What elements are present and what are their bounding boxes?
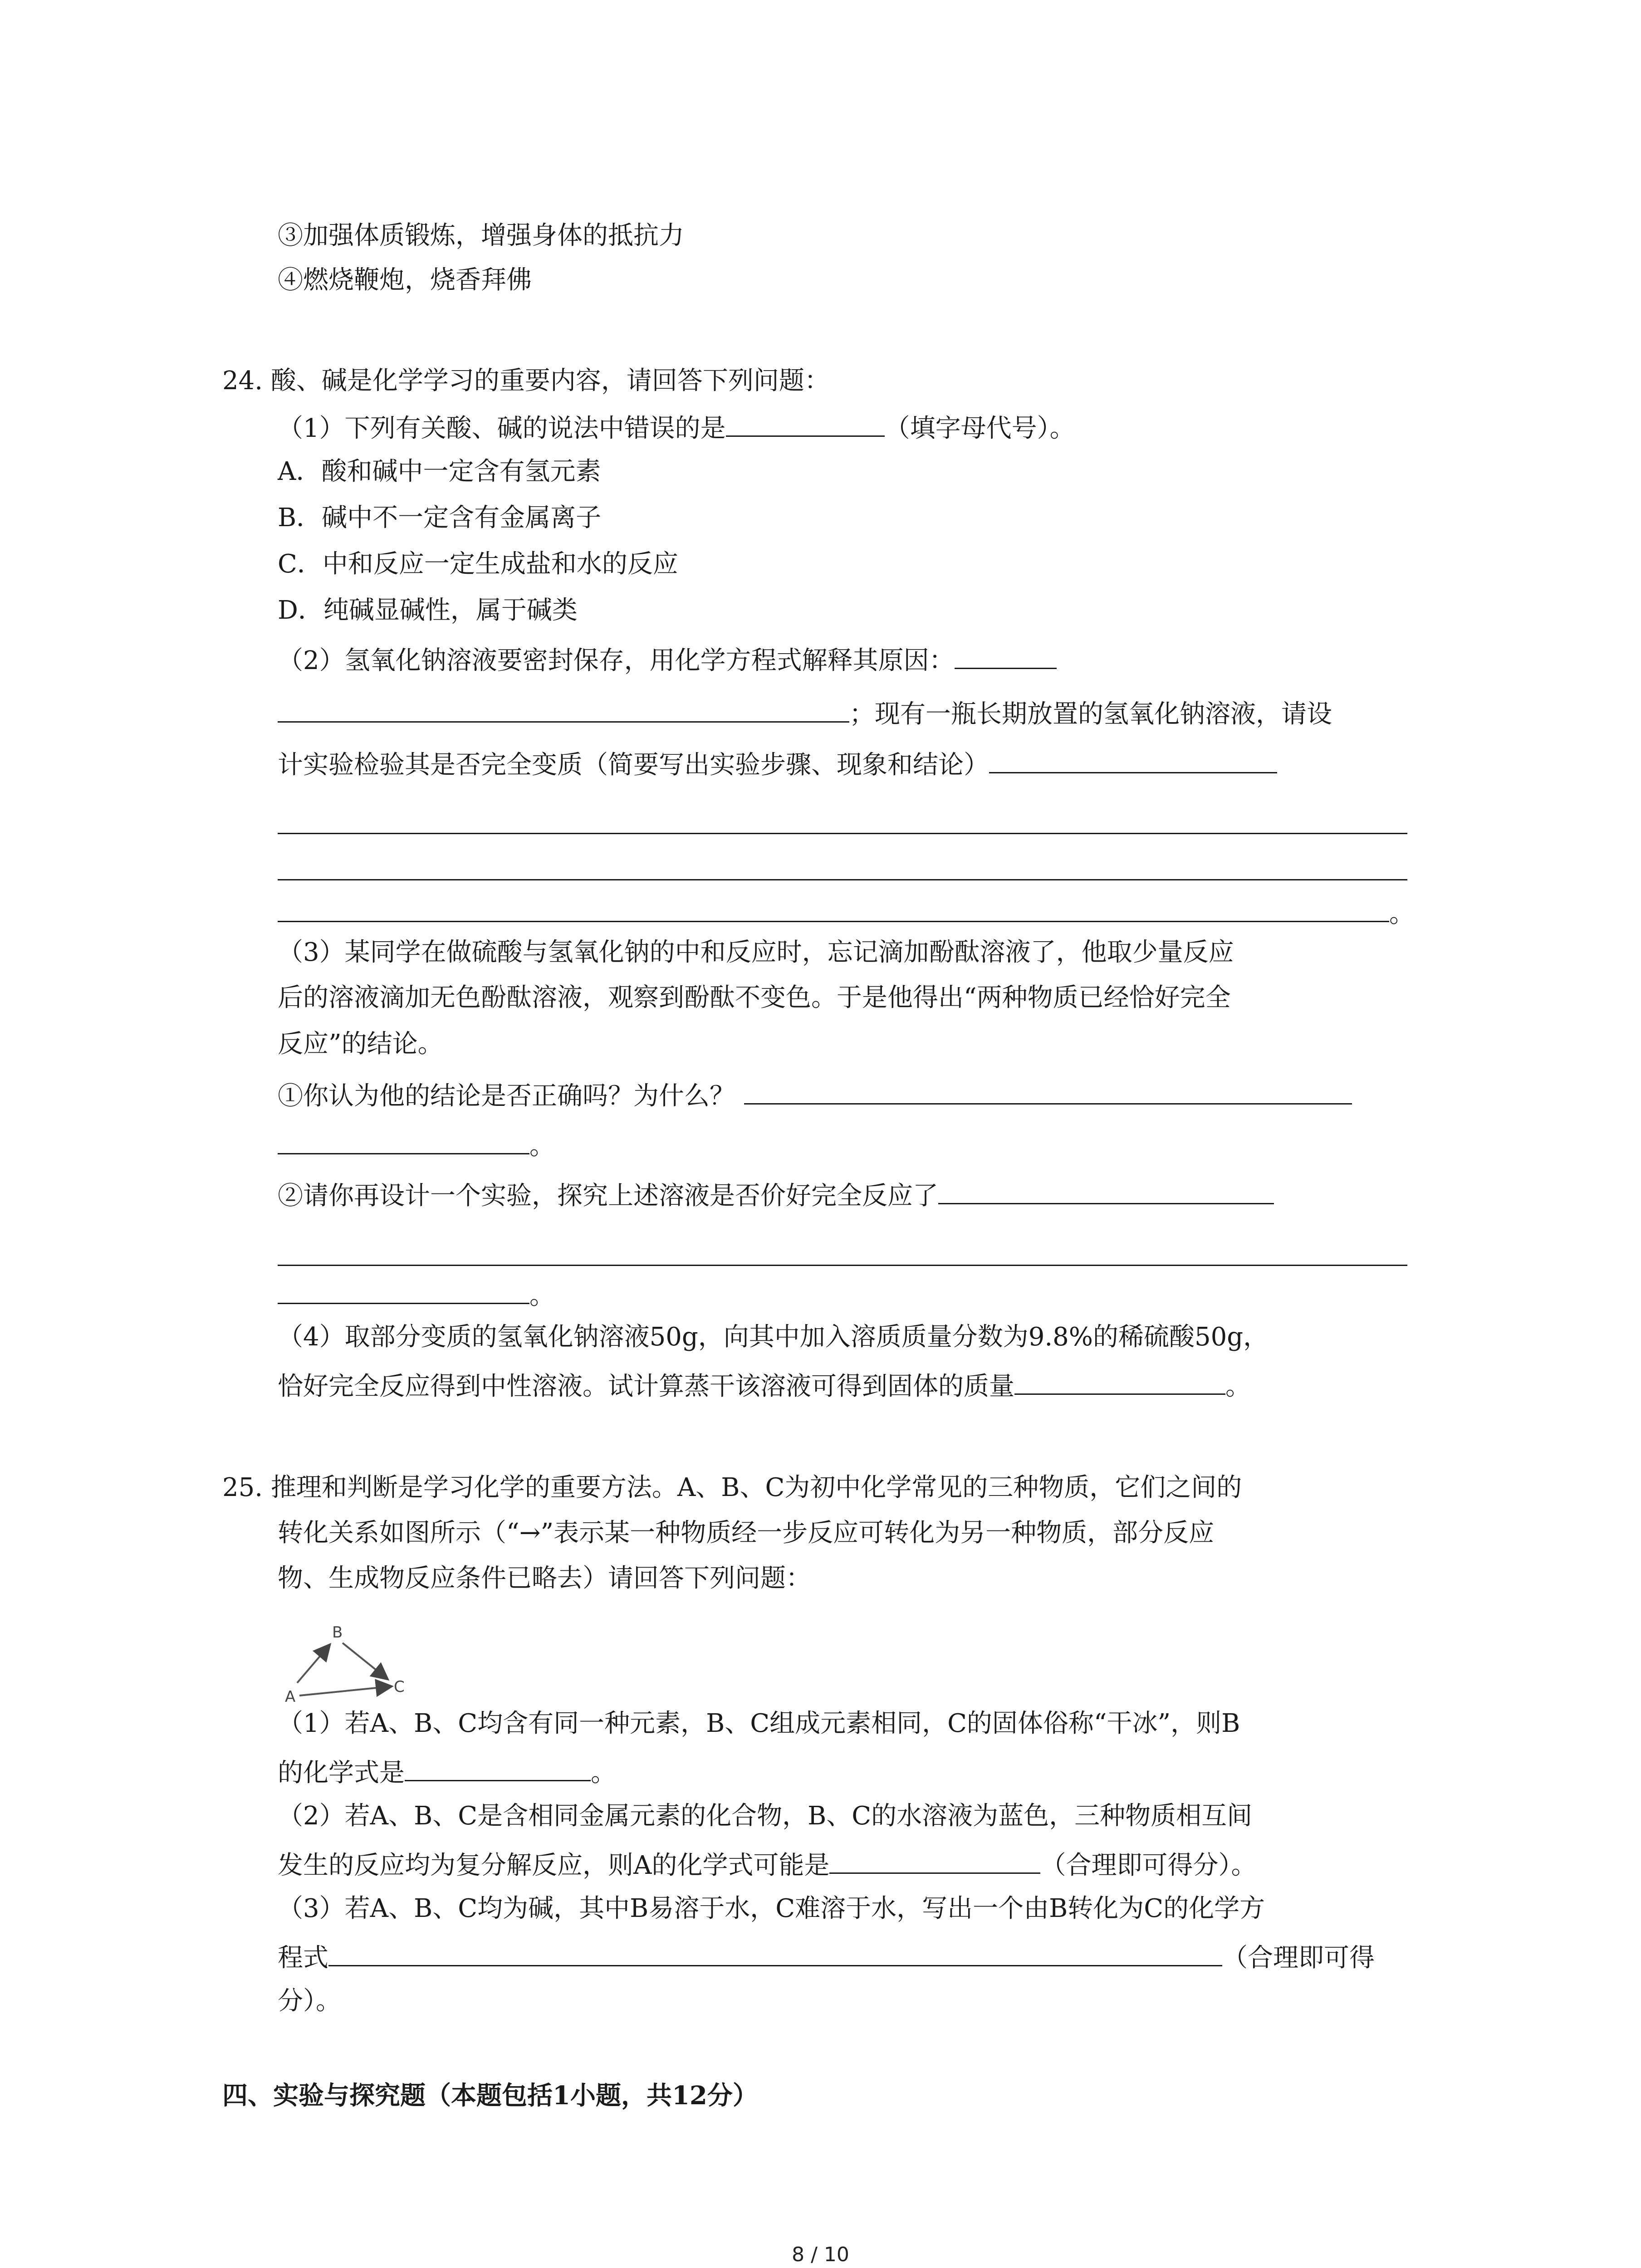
q24-part3-line2: 后的溶液滴加无色酚酞溶液，观察到酚酞不变色。于是他得出“两种物质已经恰好完全 — [278, 983, 1231, 1012]
q24-part3-q2 — [278, 1175, 1274, 1214]
q25-stem-line3: 物、生成物反应条件已略去）请回答下列问题： — [278, 1564, 811, 1593]
q24-part3-q2-period: 。 — [529, 1281, 555, 1310]
q24-part3-q2-text: ②请你再设计一个实验，探究上述溶液是否价好完全反应了 — [278, 1181, 938, 1211]
q24-part2-blank-4[interactable] — [278, 893, 1389, 922]
diagram-node-b: B — [332, 1623, 343, 1642]
q24-option-b: B．碱中不一定含有金属离子 — [278, 503, 602, 533]
q25-part1-blank[interactable] — [405, 1752, 591, 1781]
q24-part3-q1-blank-2[interactable] — [278, 1125, 529, 1154]
q25-part3-blank[interactable] — [328, 1937, 1222, 1966]
q24-part2-line2-text: ；现有一瓶长期放置的氢氧化钠溶液，请设 — [849, 699, 1332, 729]
q24-part2-answer-line-2[interactable] — [278, 879, 1407, 880]
q24-part1-answer-blank[interactable] — [726, 407, 885, 437]
q24-part2-blank-1[interactable] — [955, 640, 1057, 669]
q24-part3-q1-period: 。 — [529, 1131, 555, 1161]
q24-part2-line3-text: 计实验检验其是否完全变质（简要写出实验步骤、现象和结论） — [278, 750, 989, 780]
q25-part3-line2 — [278, 1937, 1375, 1976]
q24-part4-period: 。 — [1225, 1372, 1251, 1401]
q24-part2-blank-2[interactable] — [278, 693, 849, 723]
q24-part3-line3: 反应”的结论。 — [278, 1029, 443, 1059]
section4-heading: 四、实验与探究题（本题包括1小题，共12分） — [222, 2081, 758, 2111]
q24-part3-q1-cont — [278, 1125, 555, 1164]
q23-option-4: ④燃烧鞭炮，烧香拜佛 — [278, 265, 532, 295]
q25-part3-suffix: （合理即可得 — [1222, 1943, 1375, 1973]
q24-part1-prefix: （1）下列有关酸、碱的说法中错误的是 — [278, 414, 726, 443]
q25-conversion-diagram — [281, 1619, 417, 1710]
q24-part3-q1-text: ①你认为他的结论是否正确吗？为什么？ — [278, 1081, 735, 1111]
page-number: 8 / 10 — [792, 2243, 849, 2266]
q24-part3-q1 — [278, 1075, 1352, 1114]
q25-part3-line1: （3）若A、B、C均为碱，其中B易溶于水，C难溶于水，写出一个由B转化为C的化学方 — [278, 1894, 1265, 1923]
arrow-a-to-c — [299, 1686, 390, 1696]
q24-part2-line6 — [278, 893, 1415, 932]
q25-part2-blank[interactable] — [829, 1844, 1040, 1874]
q24-part4-line2-text: 恰好完全反应得到中性溶液。试计算蒸干该溶液可得到固体的质量 — [278, 1372, 1014, 1401]
q24-part2-line1 — [278, 640, 1057, 679]
q25-part2-line1: （2）若A、B、C是含相同金属元素的化合物，B、C的水溶液为蓝色，三种物质相互间 — [278, 1801, 1253, 1831]
q24-part4-blank[interactable] — [1014, 1365, 1225, 1395]
q24-option-a: A．酸和碱中一定含有氢元素 — [278, 457, 601, 486]
q25-part2-suffix: （合理即可得分）。 — [1040, 1851, 1257, 1880]
q24-part3-q2-blank-2[interactable] — [278, 1275, 529, 1304]
q25-stem-line2: 转化关系如图所示（“→”表示某一种物质经一步反应可转化为另一种物质，部分反应 — [278, 1518, 1215, 1548]
q25-part2-line2 — [278, 1844, 1256, 1884]
q24-part2-end-period: 。 — [1389, 899, 1415, 929]
q24-part2-blank-3[interactable] — [989, 744, 1277, 773]
q24-part3-q2-blank[interactable] — [938, 1175, 1274, 1204]
q24-part3-q2-cont — [278, 1275, 555, 1314]
q24-part3-q2-answer-line[interactable] — [278, 1265, 1407, 1266]
arrow-b-to-c — [343, 1643, 387, 1678]
q24-part1 — [278, 407, 1075, 447]
q24-part4-line2 — [278, 1365, 1251, 1405]
diagram-node-c: C — [394, 1678, 405, 1696]
q25-part3-line3: 分）。 — [278, 1986, 341, 2016]
q24-stem: 24. 酸、碱是化学学习的重要内容，请回答下列问题： — [222, 366, 830, 396]
q24-part3-line1: （3）某同学在做硫酸与氢氧化钠的中和反应时，忘记滴加酚酞溶液了，他取少量反应 — [278, 938, 1234, 967]
q25-part1-line2 — [278, 1752, 616, 1791]
q25-stem-line1: 25. 推理和判断是学习化学的重要方法。A、B、C为初中化学常见的三种物质，它们之间的 — [222, 1473, 1242, 1502]
q24-part1-suffix: （填字母代号）。 — [884, 414, 1075, 443]
q23-option-3: ③加强体质锻炼，增强身体的抵抗力 — [278, 221, 684, 250]
arrow-a-to-b — [297, 1646, 329, 1683]
q25-part1-line1: （1）若A、B、C均含有同一种元素，B、C组成元素相同，C的固体俗称“干冰”，则B — [278, 1709, 1240, 1738]
q24-part2-line2 — [278, 693, 1332, 733]
q25-part2-text: 发生的反应均为复分解反应，则A的化学式可能是 — [278, 1851, 830, 1880]
diagram-node-a: A — [285, 1688, 296, 1706]
q25-part1-period: 。 — [591, 1758, 616, 1788]
q25-part1-text: 的化学式是 — [278, 1758, 405, 1788]
q24-part2-text: （2）氢氧化钠溶液要密封保存，用化学方程式解释其原因： — [278, 646, 955, 675]
q24-part3-q1-blank[interactable] — [744, 1075, 1352, 1105]
q24-option-c: C．中和反应一定生成盐和水的反应 — [278, 549, 678, 579]
q24-option-d: D．纯碱显碱性，属于碱类 — [278, 596, 578, 625]
q24-part2-line3 — [278, 744, 1277, 783]
q25-part3-text: 程式 — [278, 1943, 328, 1973]
q24-part4-line1: （4）取部分变质的氢氧化钠溶液50g，向其中加入溶质质量分数为9.8%的稀硫酸50g， — [278, 1322, 1269, 1352]
q24-part2-answer-line-1[interactable] — [278, 833, 1407, 834]
